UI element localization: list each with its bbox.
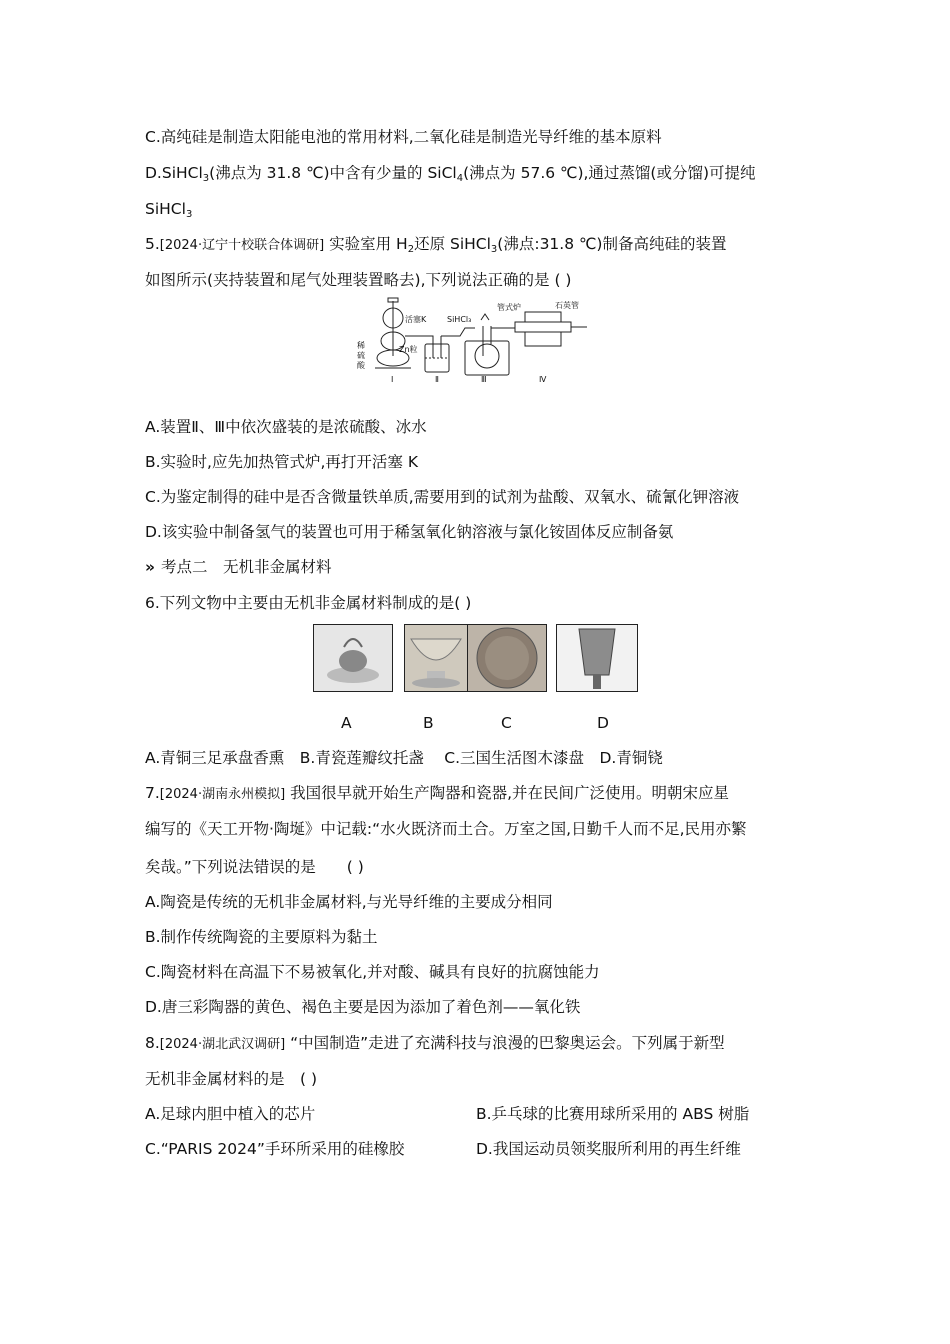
q7-stem: 7.[2024·湖南永州模拟] 我国很早就开始生产陶器和瓷器,并在民间广泛使用。明朝宋应星: [145, 784, 730, 802]
label-zn: Zn粒: [399, 345, 418, 354]
q7-option-d: D.唐三彩陶器的黄色、褐色主要是因为添加了着色剂——氧化铁: [145, 998, 581, 1016]
q8-option-b: B.乒乓球的比赛用球所采用的 ABS 树脂: [476, 1105, 750, 1123]
q8-stem-2: 无机非金属材料的是 ( ): [145, 1070, 318, 1088]
q8-stem: 8.[2024·湖北武汉调研] “中国制造”走进了充满科技与浪漫的巴黎奥运会。下列属于新型: [145, 1034, 725, 1052]
label-acid-2: 硫: [357, 351, 365, 360]
label-III: Ⅲ: [481, 375, 487, 384]
q8-option-d: D.我国运动员领奖服所利用的再生纤维: [476, 1140, 741, 1158]
artifact-label-d: D: [597, 714, 609, 732]
label-stopcock-k: 活塞K: [405, 315, 427, 324]
q5-stem-cont: 如图所示(夹持装置和尾气处理装置略去),下列说法正确的是 ( ): [145, 271, 572, 289]
label-quartz-tube: 石英管: [555, 301, 579, 310]
apparatus-figure: [355, 296, 595, 386]
artifact-label-b: B: [423, 714, 434, 732]
section-header: » 考点二 无机非金属材料: [145, 558, 332, 576]
q4-option-d-cont: SiHCl$_3$: [145, 200, 193, 220]
artifact-label-a: A: [341, 714, 352, 732]
q7-option-c: C.陶瓷材料在高温下不易被氧化,并对酸、碱具有良好的抗腐蚀能力: [145, 963, 600, 981]
q5-option-a: A.装置Ⅱ、Ⅲ中依次盛装的是浓硫酸、冰水: [145, 418, 427, 436]
artifact-c-image: [467, 624, 547, 692]
label-I: Ⅰ: [391, 375, 394, 384]
q5-option-b: B.实验时,应先加热管式炉,再打开活塞 K: [145, 453, 419, 471]
q8-source: [2024·湖北武汉调研]: [159, 1037, 286, 1052]
label-furnace: 管式炉: [497, 303, 521, 312]
q5-stem: 5.[2024·辽宁十校联合体调研] 实验室用 $H_2$还原 SiHCl$_3$(沸点:31.8 ℃)制备高纯硅的装置: [145, 235, 727, 255]
q7-option-b: B.制作传统陶瓷的主要原料为黏土: [145, 928, 378, 946]
q7-stem-3: 矣哉。”下列说法错误的是 ( ): [145, 858, 364, 876]
q4-option-c: C.高纯硅是制造太阳能电池的常用材料,二氧化硅是制造光导纤维的基本原料: [145, 128, 662, 146]
q5-option-c: C.为鉴定制得的硅中是否含微量铁单质,需要用到的试剂为盐酸、双氧水、硫氰化钾溶液: [145, 488, 740, 506]
label-acid-3: 酸: [357, 361, 365, 370]
q5-source: [2024·辽宁十校联合体调研]: [159, 238, 325, 253]
label-IV: Ⅳ: [539, 375, 547, 384]
q5-option-d: D.该实验中制备氢气的装置也可用于稀氢氧化钠溶液与氯化铵固体反应制备氨: [145, 523, 674, 541]
section-marker-icon: »: [145, 558, 156, 576]
label-acid-1: 稀: [357, 341, 365, 350]
q7-stem-2: 编写的《天工开物·陶埏》中记载:“水火既济而土合。万室之国,日勤千人而不足,民用亦繁: [145, 820, 747, 838]
artifact-label-c: C: [501, 714, 512, 732]
artifact-b-image: [404, 624, 468, 692]
q7-source: [2024·湖南永州模拟]: [159, 787, 286, 802]
q7-option-a: A.陶瓷是传统的无机非金属材料,与光导纤维的主要成分相同: [145, 893, 553, 911]
q4-option-d: D.SiHCl$_3$(沸点为 31.8 ℃)中含有少量的 SiCl$_4$(沸点为 57.6 ℃),通过蒸馏(或分馏)可提纯: [145, 164, 756, 184]
q6-options: A.青铜三足承盘香熏 B.青瓷莲瓣纹托盏 C.三国生活图木漆盘 D.青铜铙: [145, 749, 663, 767]
q6-stem: 6.下列文物中主要由无机非金属材料制成的是( ): [145, 594, 472, 612]
q8-option-c: C.“PARIS 2024”手环所采用的硅橡胶: [145, 1140, 405, 1158]
q8-option-a: A.足球内胆中植入的芯片: [145, 1105, 316, 1123]
label-II: Ⅱ: [435, 375, 439, 384]
artifact-a-image: [313, 624, 393, 692]
label-sihcl3: SiHCl₃: [447, 315, 472, 324]
artifact-d-image: [556, 624, 638, 692]
